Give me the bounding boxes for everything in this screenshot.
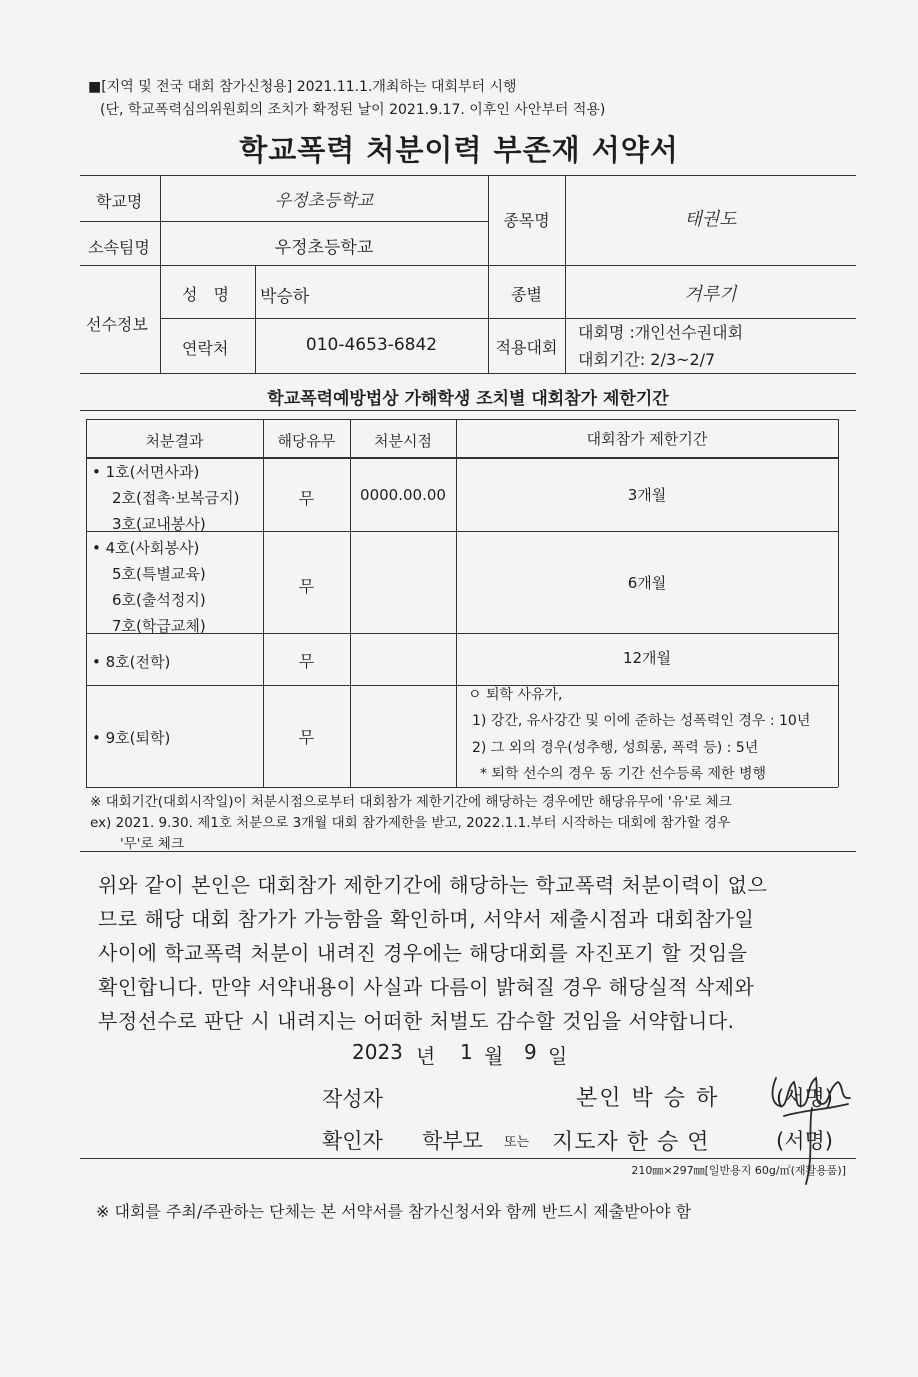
- row3-period: 12개월: [622, 649, 672, 667]
- competition-period: 대회기간: 2/3~2/7: [578, 350, 716, 369]
- row1-date: 0000.00.00: [360, 486, 446, 504]
- coach-name: 지도자 한 승 연: [552, 1130, 710, 1155]
- pledge-line-4: 확인합니다. 만약 서약내용이 사실과 다름이 밝혀질 경우 해당실적 삭제와: [98, 975, 755, 999]
- footer-note: ※ 대회를 주최/주관하는 단체는 본 서약서를 참가신청서와 함께 반드시 제출받아야 함: [96, 1202, 692, 1221]
- contact-label: 연락처: [182, 339, 229, 358]
- paper-spec: 210㎜×297㎜[일반용지 60g/㎡(재활용품)]: [631, 1164, 846, 1177]
- author-label: 작성자: [322, 1087, 383, 1111]
- self-name: 본인 박 승 하: [576, 1086, 720, 1111]
- date-day-unit: 일: [548, 1044, 568, 1068]
- category-value: 겨루기: [684, 284, 737, 305]
- team-label: 소속팀명: [88, 238, 150, 257]
- parent-label: 학부모: [422, 1129, 483, 1153]
- col-date: 처분시점: [374, 432, 432, 450]
- competition-label: 적용대회: [495, 338, 558, 357]
- row4-reason-1: 1) 강간, 유사강간 및 이에 준하는 성폭력인 경우 : 10년: [472, 713, 811, 729]
- row4-reason-note: * 퇴학 선수의 경우 동 기간 선수등록 제한 병행: [480, 766, 767, 782]
- date-month-unit: 월: [484, 1044, 504, 1068]
- contact-value: 010-4653-6842: [305, 335, 438, 355]
- date-month: 1: [460, 1040, 473, 1064]
- signature-label-1: (서명): [776, 1086, 833, 1110]
- col-period: 대회참가 제한기간: [586, 430, 708, 448]
- pledge-line-3: 사이에 학교폭력 처분이 내려진 경우에는 해당대회를 자진포기 할 것임을: [98, 941, 748, 965]
- row1-period: 3개월: [627, 486, 667, 504]
- competition-name: 대회명 :개인선수권대회: [578, 323, 744, 342]
- row1-line2: 2호(접촉·보복금지): [112, 489, 240, 507]
- event-label: 종목명: [503, 211, 550, 230]
- row1-applicable: 무: [298, 489, 315, 508]
- row2-line3: 6호(출석정지): [112, 591, 206, 609]
- date-year: 2023: [352, 1040, 403, 1064]
- date-day: 9: [524, 1040, 537, 1064]
- row2-applicable: 무: [298, 577, 315, 596]
- date-year-unit: 년: [416, 1044, 436, 1068]
- pledge-line-5: 부정선수로 판단 시 내려지는 어떠한 처벌도 감수할 것임을 서약합니다.: [98, 1009, 735, 1033]
- note-3: '무'로 체크: [120, 836, 184, 852]
- row1-line3: 3호(교내봉사): [112, 515, 206, 533]
- name-label: 성 명: [182, 285, 229, 304]
- header-notice: ■[지역 및 전국 대회 참가신청용] 2021.11.1.개최하는 대회부터 시행: [88, 79, 517, 95]
- row4-reason-intro: ㅇ 퇴학 사유가,: [468, 687, 563, 703]
- col-result: 처분결과: [145, 432, 204, 450]
- event-value: 태권도: [684, 209, 737, 230]
- document-title: 학교폭력 처분이력 부존재 서약서: [239, 133, 679, 167]
- note-2: ex) 2021. 9.30. 제1호 처분으로 3개월 대회 참가제한을 받고, 2022.1.1.부터 시작하는 대회에 참가할 경우: [90, 815, 731, 831]
- player-info-label: 선수정보: [86, 315, 148, 334]
- restriction-heading: 학교폭력예방법상 가해학생 조치별 대회참가 제한기간: [267, 389, 669, 409]
- category-label: 종별: [511, 285, 542, 304]
- row2-line2: 5호(특별교육): [112, 565, 206, 583]
- team-value: 우정초등학교: [274, 238, 374, 258]
- confirmer-label: 확인자: [322, 1129, 383, 1153]
- signature-label-2: (서명): [776, 1129, 833, 1153]
- pledge-line-1: 위와 같이 본인은 대회참가 제한기간에 해당하는 학교폭력 처분이력이 없으: [98, 873, 768, 897]
- school-label: 학교명: [96, 192, 143, 211]
- row4-line1: • 9호(퇴학): [92, 729, 171, 747]
- col-applicable: 해당유무: [277, 432, 336, 450]
- row2-line1: • 4호(사회봉사): [92, 539, 200, 557]
- row3-applicable: 무: [298, 652, 315, 671]
- row2-period: 6개월: [627, 574, 667, 592]
- row2-line4: 7호(학급교체): [112, 617, 206, 635]
- school-value: 우정초등학교: [274, 191, 374, 211]
- pledge-line-2: 므로 해당 대회 참가가 가능함을 확인하며, 서약서 제출시점과 대회참가일: [98, 907, 755, 931]
- header-subnotice: (단, 학교폭력심의위원회의 조치가 확정된 날이 2021.9.17. 이후인 사안부터 적용): [100, 102, 606, 118]
- row4-applicable: 무: [298, 728, 315, 747]
- row1-line1: • 1호(서면사과): [92, 463, 200, 481]
- or-label: 또는: [504, 1135, 530, 1150]
- note-1: ※ 대회기간(대회시작일)이 처분시점으로부터 대회참가 제한기간에 해당하는 경우에만 해당유무에 '유'로 체크: [90, 794, 732, 810]
- row3-line1: • 8호(전학): [92, 653, 171, 671]
- name-value: 박승하: [260, 287, 310, 307]
- row4-reason-2: 2) 그 외의 경우(성추행, 성희롱, 폭력 등) : 5년: [472, 740, 759, 756]
